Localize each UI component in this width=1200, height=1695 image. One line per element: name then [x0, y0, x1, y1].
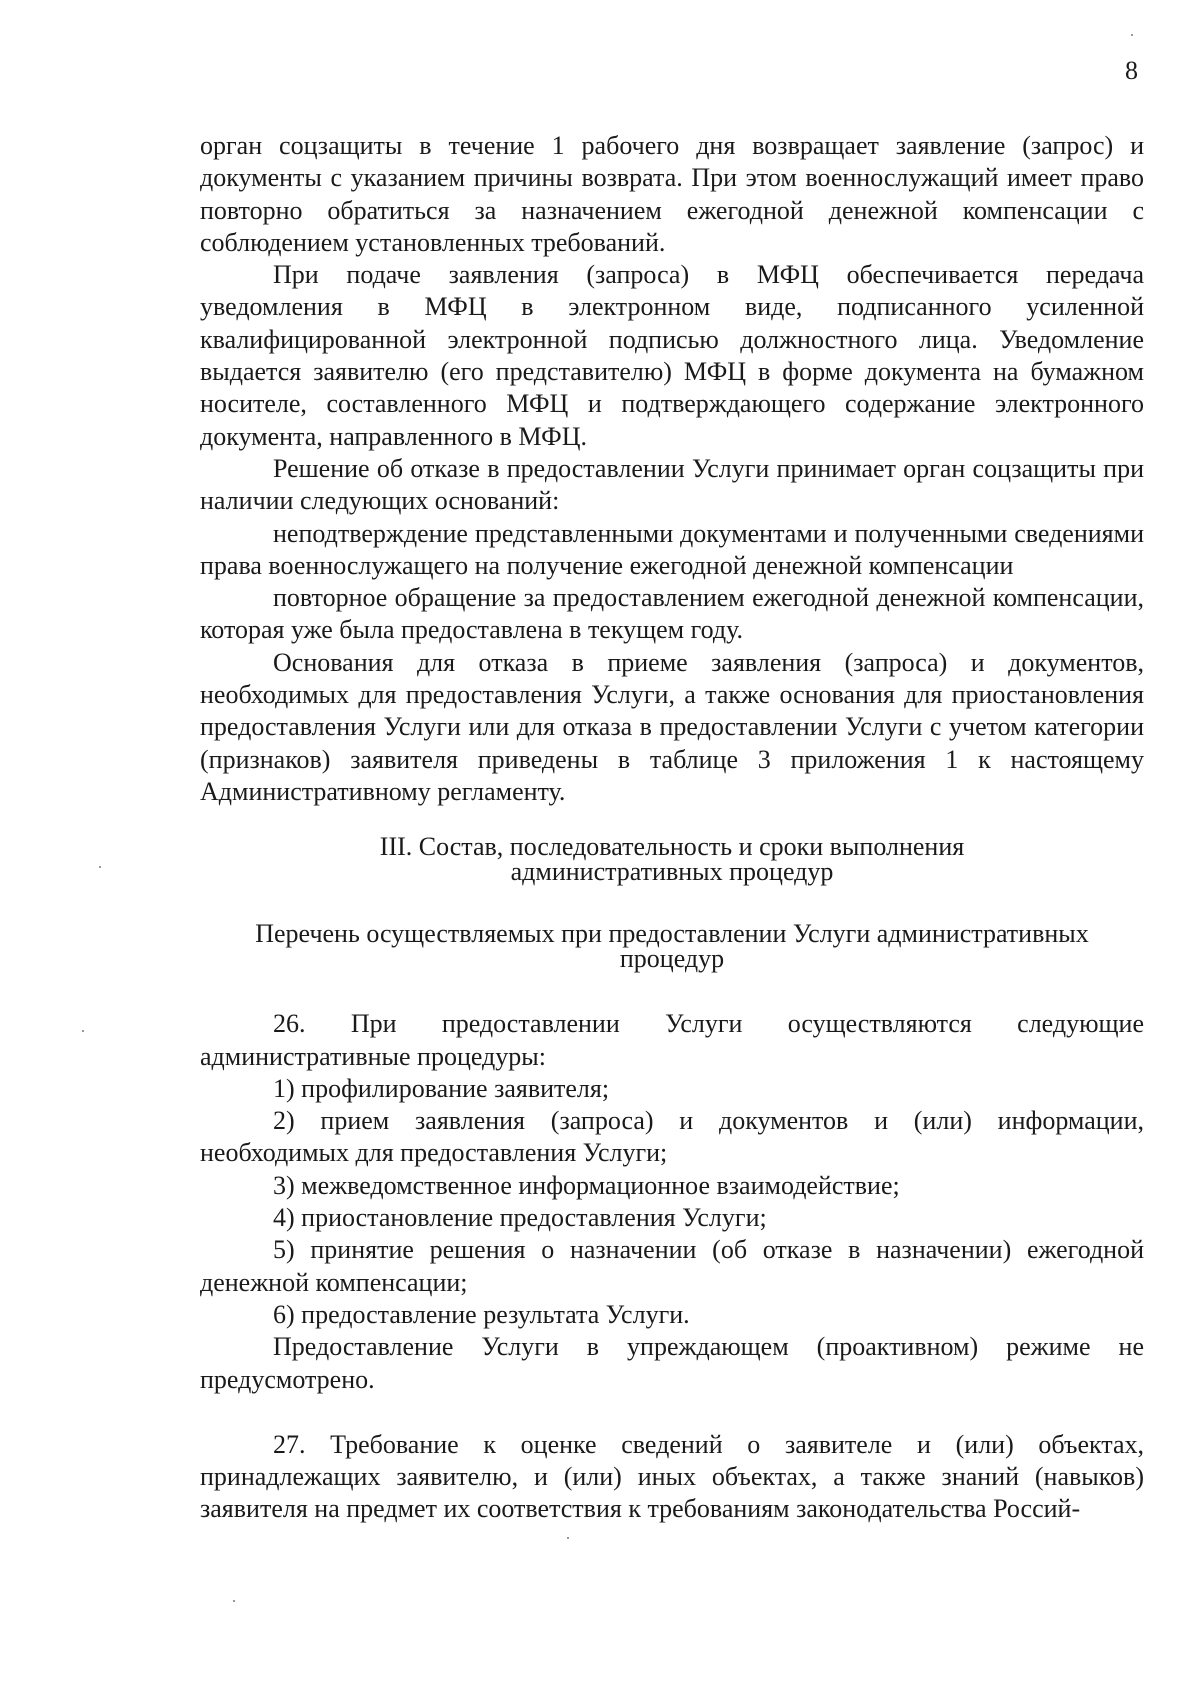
paragraph-refusal-decision: Решение об отказе в предоставлении Услуги принимает орган соцзащиты при наличии следующих оснований:: [200, 453, 1144, 516]
scan-speck: [99, 866, 101, 868]
paragraph-refusal-ground-2: повторное обращение за предоставлением ежегодной денежной компенсации, которая уже была предоставлена в текущем году.: [200, 583, 1144, 645]
list-item-procedure-1: 1) профилирование заявителя;: [273, 1073, 610, 1103]
paragraph-proactive-mode: Предоставление Услуги в упреждающем (проактивном) режиме не предусмотрено.: [200, 1332, 1144, 1394]
scan-speck: [1131, 34, 1133, 36]
paragraph-refusal-grounds-reference: Основания для отказа в приеме заявления (запроса) и документов, необходимых для предоставления Услуги, а также основания для приостановления предоставления Услуги или для отказа в предоставлении Услуги с учетом категории (признаков) заявителя приведены в таблице 3 приложения 1 к настоящему Административному регламенту.: [200, 647, 1144, 806]
list-item-procedure-4: 4) приостановление предоставления Услуги;: [273, 1203, 767, 1233]
paragraph-26: 26. При предоставлении Услуги осуществляются следующие административные процедуры:: [200, 1009, 1144, 1071]
page-number: 8: [1125, 56, 1138, 85]
list-item-procedure-3: 3) межведомственное информационное взаимодействие;: [273, 1170, 900, 1200]
paragraph-return-notice: орган соцзащиты в течение 1 рабочего дня возвращает заявление (запрос) и документы с указанием причины возврата. При этом военнослужащий имеет право повторно обратиться за назначением ежегодной денежной компенсации с соблюдением установленных требований.: [200, 131, 1144, 257]
subsection-heading: Перечень осуществляемых при предоставлении Услуги административных процедур: [255, 919, 1089, 974]
paragraph-refusal-ground-1: неподтверждение представленными документами и полученными сведениями права военнослужащего на получение ежегодной денежной компенсации: [200, 518, 1144, 580]
scan-speck: [567, 1537, 569, 1539]
document-body: [200, 130, 1144, 1526]
list-item-procedure-6: 6) предоставление результата Услуги.: [273, 1299, 690, 1329]
list-item-procedure-5: 5) принятие решения о назначении (об отказе в назначении) ежегодной денежной компенсации;: [200, 1235, 1144, 1297]
section-heading: III. Состав, последовательность и сроки выполнения административных процедур: [379, 832, 965, 887]
scan-speck: [82, 1030, 84, 1032]
list-item-procedure-2: 2) прием заявления (запроса) и документов и (или) информации, необходимых для предоставления Услуги;: [200, 1106, 1144, 1168]
scan-speck: [233, 1600, 235, 1602]
paragraph-27: 27. Требование к оценке сведений о заявителе и (или) объектах, принадлежащих заявителю, и (или) иных объектах, а также знаний (навыков) заявителя на предмет их соответствия к требованиям законодательства Россий-: [200, 1429, 1144, 1524]
paragraph-mfc-notification: При подаче заявления (запроса) в МФЦ обеспечивается передача уведомления в МФЦ в электронном виде, подписанного усиленной квалифицированной электронной подписью должностного лица. Уведомление выдается заявителю (его представителю) МФЦ в форме документа на бумажном носителе, составленного МФЦ и подтверждающего содержание электронного документа, направленного в МФЦ.: [200, 260, 1144, 451]
